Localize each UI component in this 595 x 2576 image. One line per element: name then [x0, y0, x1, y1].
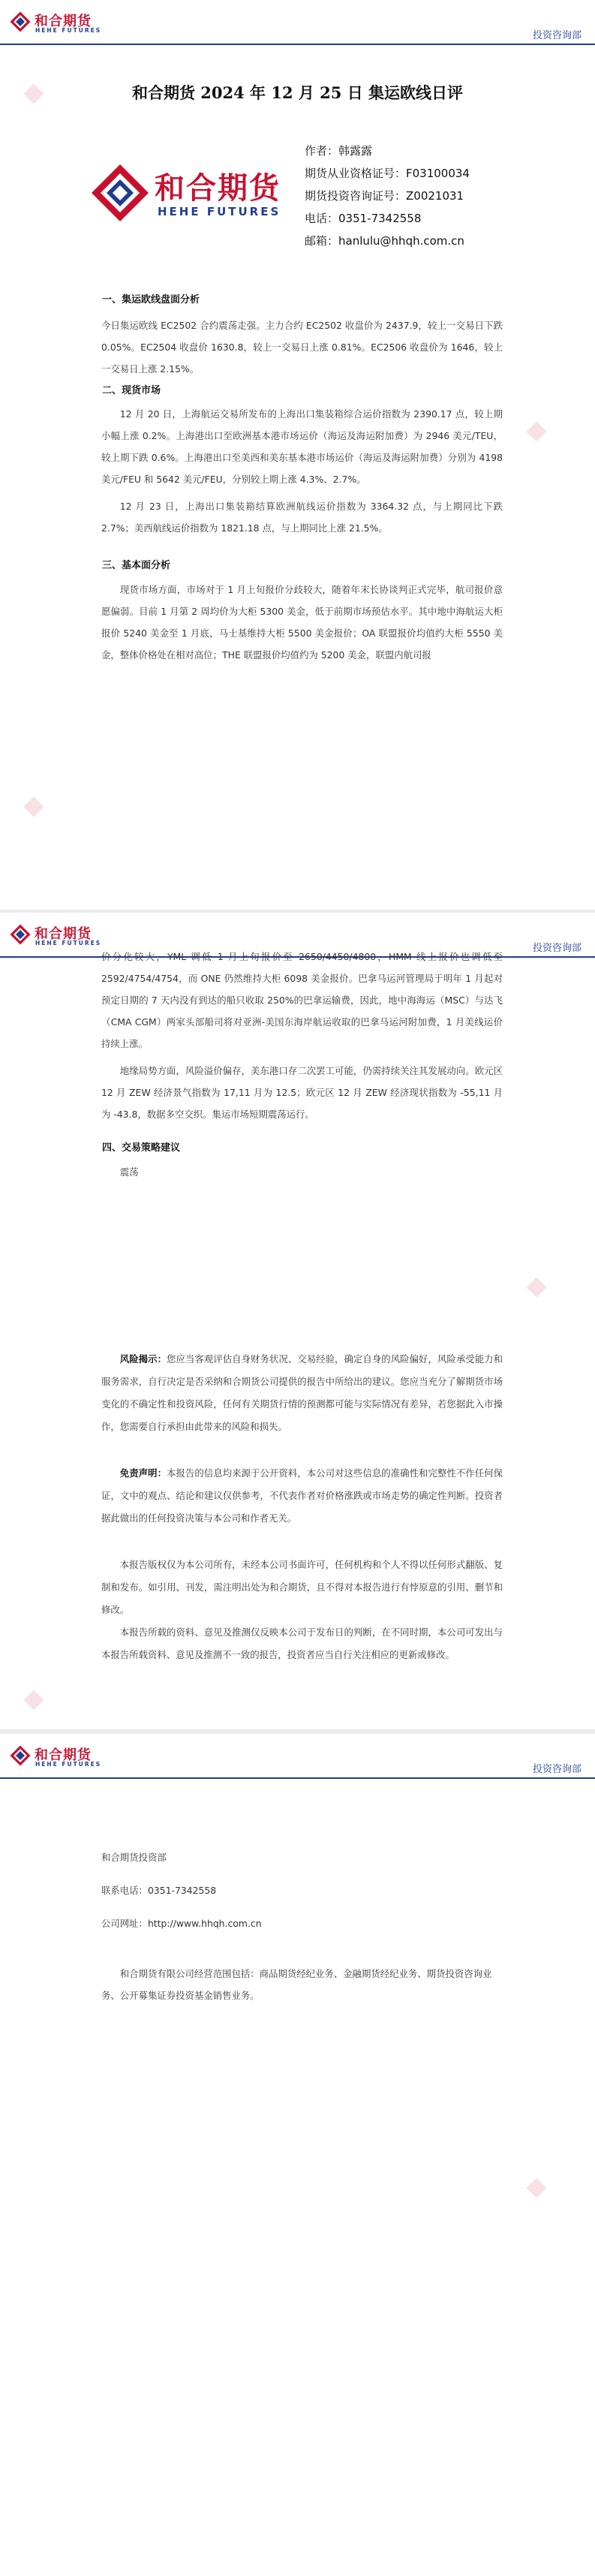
paragraph: 地缘局势方面，风险溢价偏存，美东港口存二次罢工可能，仍需持续关注其发展动向。欧元区 12 月 ZEW 经济景气指数为 17,11 月为 12.5；欧元区 12 月 ZEW 经济现状指数为 -55,11 月为 -43.8，数据多空交织。集运市场短期震荡运行。: [101, 1065, 503, 1120]
disclaimer: [101, 1462, 503, 1530]
page-header: [0, 0, 595, 45]
logo-text-en: HEHE FUTURES: [35, 27, 102, 34]
section-heading: 四、交易策略建议: [102, 1142, 181, 1154]
author-info: [305, 140, 470, 252]
section-heading: 二、现货市场: [102, 385, 161, 396]
contact-block: [101, 1846, 262, 1935]
page-title: 和合期货 2024 年 12 月 25 日 集运欧线日评: [131, 83, 464, 102]
risk-text: 您应当客观评估自身财务状况、交易经验，确定自身的风险偏好，风险承受能力和服务需求，自行决定是否采纳和合期货公司提供的报告中所给出的建议。您应当充分了解期货市场变化的不确定性和投资风险，任何有关期货行情的预测都可能与实际情况有差异，若您据此入市操作，您需要自行承担由此带来的风险和损失。: [101, 1353, 503, 1432]
company-logo: [9, 923, 107, 949]
paragraph: 12 月 20 日，上海航运交易所发布的上海出口集装箱综合运价指数为 2390.17 点，较上期小幅上涨 0.2%。上海港出口至欧洲基本港市场运价（海运及海运附加费）为 2946 美元/TEU，较上期下跌 0.6%。上海港出口至美西和美东基本港市场运价（海运及海运附加费）分别为 4198 美元/FEU 和 5642 美元/FEU，分别较上期上涨 4.3%、2.7%。: [101, 408, 503, 485]
logo-text: 和合期货: [155, 171, 281, 206]
author-qualification: 期货从业资格证号：F03100034: [305, 167, 470, 180]
paragraph: 今日集运欧线 EC2502 合约震荡走强。主力合约 EC2502 收盘价为 2437.9，较上一交易日下跌 0.05%。EC2504 收盘价 1630.8，较上一交易日上涨 0.81%。EC2506 收盘价为 1646，较上一交易日上涨 2.15%。: [101, 320, 503, 375]
logo-mark-icon: [9, 1744, 32, 1767]
logo-text-en: HEHE FUTURES: [35, 940, 102, 946]
paragraph: 12 月 23 日，上海出口集装箱结算欧洲航线运价指数为 3364.32 点，与上期同比下跌 2.7%；美西航线运价指数为 1821.18 点，与上期同比上涨 21.5%。: [101, 501, 503, 534]
logo-text: 和合期货: [35, 1747, 92, 1763]
disclaimer-text: 本报告的信息均来源于公开资料，本公司对这些信息的准确性和完整性不作任何保证，文中的观点、结论和建议仅供参考，不代表作者对价格涨跌或市场走势的确定性判断。投资者据此做出的任何投资决策与本公司和作者无关。: [101, 1467, 503, 1524]
paragraph: 震荡: [119, 1166, 139, 1178]
company-logo-large: [90, 161, 293, 236]
risk-disclosure: [101, 1348, 503, 1438]
section-heading: 一、集运欧线盘面分析: [102, 294, 200, 305]
page-2: [0, 913, 595, 1729]
author-email[interactable]: 邮箱：hanlulu@hhqh.com.cn: [305, 234, 464, 248]
opinion-notice: 本报告所载的资料、意见及推测仅反映本公司于发布日的判断，在不同时期，本公司可发出与本报告所载资料、意见及推测不一致的报告，投资者应当自行关注相应的更新或修改。: [101, 1627, 503, 1660]
logo-text-en: HEHE FUTURES: [158, 205, 281, 218]
contact-website[interactable]: 公司网址：http://www.hhqh.com.cn: [101, 1918, 262, 1929]
header-divider: [0, 1777, 595, 1779]
watermark-logo-icon: [525, 2177, 548, 2199]
department-label: 投资咨询部: [532, 30, 581, 41]
copyright-notice: 本报告版权仅为本公司所有，未经本公司书面许可，任何机构和个人不得以任何形式翻版、复制和发布。如引用、刊发，需注明出处为和合期货，且不得对本报告进行有悖原意的引用、删节和修改。: [101, 1559, 503, 1615]
watermark-logo-icon: [525, 1276, 548, 1299]
department-label: 投资咨询部: [532, 1764, 581, 1775]
author-name: 作者：韩露露: [305, 144, 373, 158]
watermark-logo-icon: [23, 83, 45, 105]
watermark-logo-icon: [525, 420, 548, 443]
logo-mark-icon: [9, 923, 32, 946]
business-scope: 和合期货有限公司经营范围包括：商品期货经纪业务、金融期货经纪业务、期货投资咨询业务、公开募集证券投资基金销售业务。: [101, 1968, 492, 2001]
disclaimer-label: 免责声明：: [119, 1467, 167, 1479]
logo-mark-icon: [90, 163, 150, 223]
logo-mark-icon: [9, 11, 32, 33]
watermark-logo-icon: [23, 1689, 45, 1711]
contact-dept: 和合期货投资部: [101, 1852, 167, 1863]
contact-phone: 联系电话：0351-7342558: [101, 1885, 217, 1896]
risk-label: 风险揭示：: [119, 1353, 167, 1365]
page-1: [0, 0, 595, 910]
logo-text-en: HEHE FUTURES: [35, 1761, 102, 1768]
department-label: 投资咨询部: [532, 943, 581, 954]
paragraph: 现货市场方面，市场对于 1 月上旬报价分歧较大，随着年末长协谈判正式完毕，航司报价意愿偏弱。目前 1 月第 2 周均价为大柜 5300 美金，低于前期市场预估水平。其中地中海航运大柜报价 5240 美金至 1 月底，马士基维持大柜 5500 美金报价；OA 联盟报价均值约大柜 5550 美金，整体价格处在相对高位；THE 联盟报价均值约为 5200 美金，联盟内航司报: [101, 584, 503, 661]
logo-text: 和合期货: [35, 14, 92, 29]
page-header: [0, 1734, 595, 1779]
header-divider: [0, 44, 595, 45]
page-3: [0, 1734, 595, 2576]
watermark-logo-icon: [23, 796, 45, 818]
company-logo: [9, 1744, 107, 1770]
section-heading: 三、基本面分析: [102, 560, 171, 571]
author-phone: 电话：0351-7342558: [305, 212, 422, 225]
logo-text: 和合期货: [35, 926, 92, 942]
author-advisory-id: 期货投资咨询证号：Z0021031: [305, 189, 464, 203]
company-logo: [9, 11, 107, 36]
paragraph: 价分化较大，YML 调低 1 月上旬报价至 2650/4450/4800，HMM 线上报价也调低至 2592/4754/4754，而 ONE 仍然维持大柜 6098 美金报价。巴拿马运河管理局于明年 1 月起对预定日期的 7 天内没有到达的船只收取 250%的巴拿运输费，因此，地中海海运（MSC）与达飞（CMA CGM）两家头部船司将对亚洲-美国东海岸航运收取的巴拿马运河附加费，1 月美线运价持续上涨。: [101, 951, 503, 1049]
